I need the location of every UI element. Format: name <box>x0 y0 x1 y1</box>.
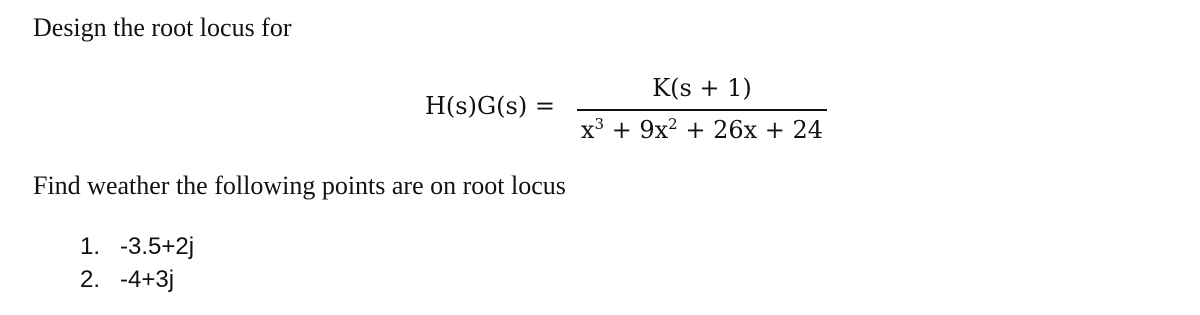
fraction-bar <box>577 109 827 111</box>
denominator-exponent-1: 3 <box>594 115 604 133</box>
fraction-numerator: K(s + 1) <box>652 74 752 102</box>
list-item-index: 2. <box>80 266 101 293</box>
denominator-term-3: + 26x + 24 <box>677 116 824 144</box>
list-item <box>80 230 194 263</box>
fraction-denominator <box>577 116 827 144</box>
points-list <box>80 230 194 296</box>
list-item-index: 1. <box>80 233 101 260</box>
list-item <box>80 263 194 296</box>
equation-lhs: H(s)G(s) = <box>425 92 555 120</box>
problem-prompt: Design the root locus for <box>33 13 292 42</box>
list-item-value: -3.5+2j <box>120 233 195 260</box>
denominator-exponent-2: 2 <box>668 115 678 133</box>
denominator-term-2: + 9x <box>604 116 669 144</box>
denominator-term-1: x <box>580 116 595 144</box>
transfer-function-fraction <box>577 72 827 152</box>
question-text: Find weather the following points are on root locus <box>33 171 566 200</box>
list-item-value: -4+3j <box>120 266 175 293</box>
transfer-function-equation <box>425 72 845 152</box>
